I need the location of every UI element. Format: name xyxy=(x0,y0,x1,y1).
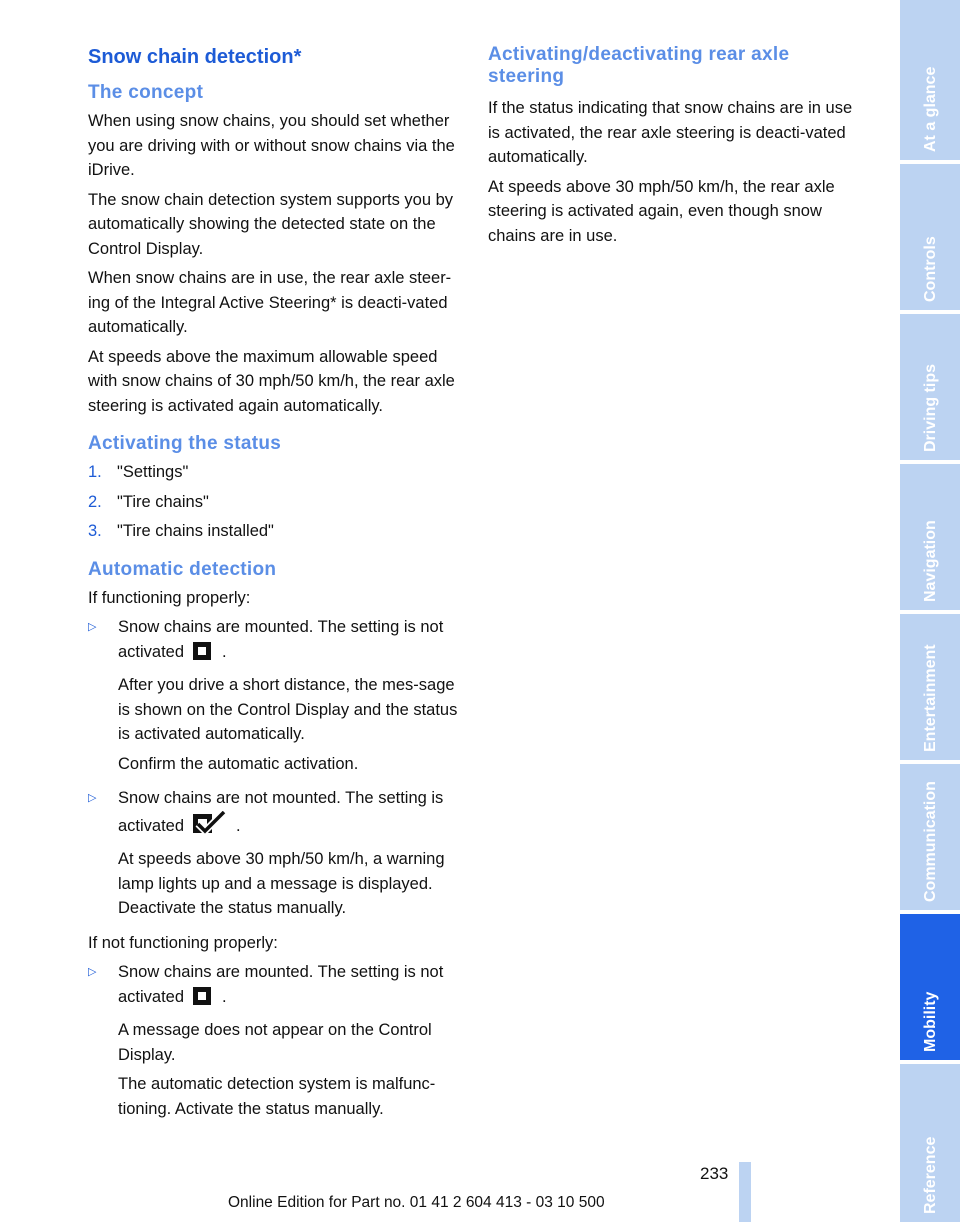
bullet-end: . xyxy=(222,642,227,661)
footer-text: Online Edition for Part no. 01 41 2 604 413 - 03 10 500 xyxy=(228,1194,605,1211)
not-functioning-label: If not functioning properly: xyxy=(88,933,278,952)
tab-entertainment[interactable] xyxy=(900,614,960,760)
concept-paragraph: When using snow chains, you should set whether you are driving with or without snow chains via the iDrive. xyxy=(88,112,455,179)
tab-label: Navigation xyxy=(922,520,939,602)
step-item xyxy=(88,460,464,485)
bullet-extra: A message does not appear on the Control Display. xyxy=(118,1021,432,1064)
bullet-line xyxy=(118,615,464,668)
bullet-end: . xyxy=(222,987,227,1006)
step-item xyxy=(88,490,464,515)
right-column xyxy=(488,44,868,253)
bullet-body xyxy=(118,615,464,781)
step-item xyxy=(88,519,464,544)
bullet-text: Snow chains are not mounted. The setting is activated xyxy=(118,789,444,835)
tab-navigation[interactable] xyxy=(900,464,960,610)
tab-driving-tips[interactable] xyxy=(900,314,960,460)
tab-mobility[interactable] xyxy=(900,914,960,1060)
step-number: 3. xyxy=(88,522,102,540)
tab-label: Mobility xyxy=(922,991,939,1052)
tab-controls[interactable] xyxy=(900,164,960,310)
bullet-extra: Confirm the automatic activation. xyxy=(118,754,359,773)
concept-paragraph: The snow chain detection system supports you by automatically showing the detected state on the Control Display. xyxy=(88,190,454,258)
bullet-body xyxy=(118,960,464,1126)
tab-at-a-glance[interactable] xyxy=(900,0,960,160)
checkbox-checked-icon xyxy=(192,811,226,843)
tab-label: Communication xyxy=(922,781,939,902)
tab-label: Driving tips xyxy=(922,363,939,452)
functioning-label: If functioning properly: xyxy=(88,588,251,607)
checkbox-empty-icon xyxy=(192,986,212,1014)
triangle-right-icon: ▷ xyxy=(88,792,97,804)
left-column xyxy=(88,44,464,1131)
step-text: "Settings" xyxy=(117,463,189,481)
bullet-item xyxy=(88,615,464,781)
bullet-extra: After you drive a short distance, the mes-sage is shown on the Control Display and the status is activated automatically. xyxy=(118,676,458,743)
tab-reference[interactable] xyxy=(900,1064,960,1222)
triangle-right-icon: ▷ xyxy=(88,966,97,978)
automatic-detection-heading: Automatic detection xyxy=(88,558,277,580)
tab-communication[interactable] xyxy=(900,764,960,910)
page-number: 233 xyxy=(700,1164,729,1183)
tab-label: At a glance xyxy=(922,66,939,152)
bullet-line xyxy=(118,960,464,1013)
bullet-text: Snow chains are mounted. The setting is not activated xyxy=(118,618,444,661)
activating-heading: Activating the status xyxy=(88,433,282,454)
page-marker-bar xyxy=(739,1162,751,1222)
bullet-body xyxy=(118,786,464,926)
rear-axle-heading: Activating/deactivating rear axle steering xyxy=(488,44,790,87)
concept-heading: The concept xyxy=(88,82,204,103)
tab-label: Entertainment xyxy=(922,644,939,752)
step-text: "Tire chains installed" xyxy=(117,522,274,540)
step-number: 1. xyxy=(88,463,102,481)
bullet-line xyxy=(118,786,464,842)
rear-axle-paragraph: At speeds above 30 mph/50 km/h, the rear axle steering is activated again, even though snow chains are in use. xyxy=(488,177,835,245)
bullet-end: . xyxy=(236,816,241,835)
tab-label: Controls xyxy=(922,236,939,302)
checkbox-empty-icon xyxy=(192,641,212,669)
bullet-extra: The automatic detection system is malfunc-tioning. Activate the status manually. xyxy=(118,1075,436,1118)
bullet-text: Snow chains are mounted. The setting is not activated xyxy=(118,963,444,1006)
section-title: Snow chain detection* xyxy=(88,46,302,68)
tab-label: Reference xyxy=(922,1136,939,1214)
rear-axle-paragraph: If the status indicating that snow chains are in use is activated, the rear axle steering is deacti-vated automatically. xyxy=(488,99,853,166)
bullet-extra: At speeds above 30 mph/50 km/h, a warning lamp lights up and a message is displayed. Deactivate the status manually. xyxy=(118,850,445,917)
concept-paragraph: At speeds above the maximum allowable speed with snow chains of 30 mph/50 km/h, the rear axle steering is activated again automatically. xyxy=(88,347,455,415)
chapter-tabs xyxy=(900,0,960,1222)
bullet-item xyxy=(88,960,464,1126)
triangle-right-icon: ▷ xyxy=(88,621,97,633)
bullet-item xyxy=(88,786,464,926)
step-number: 2. xyxy=(88,492,102,511)
step-text: "Tire chains" xyxy=(117,492,209,511)
concept-paragraph: When snow chains are in use, the rear axle steer-ing of the Integral Active Steering* is deacti-vated automatically. xyxy=(88,269,452,336)
